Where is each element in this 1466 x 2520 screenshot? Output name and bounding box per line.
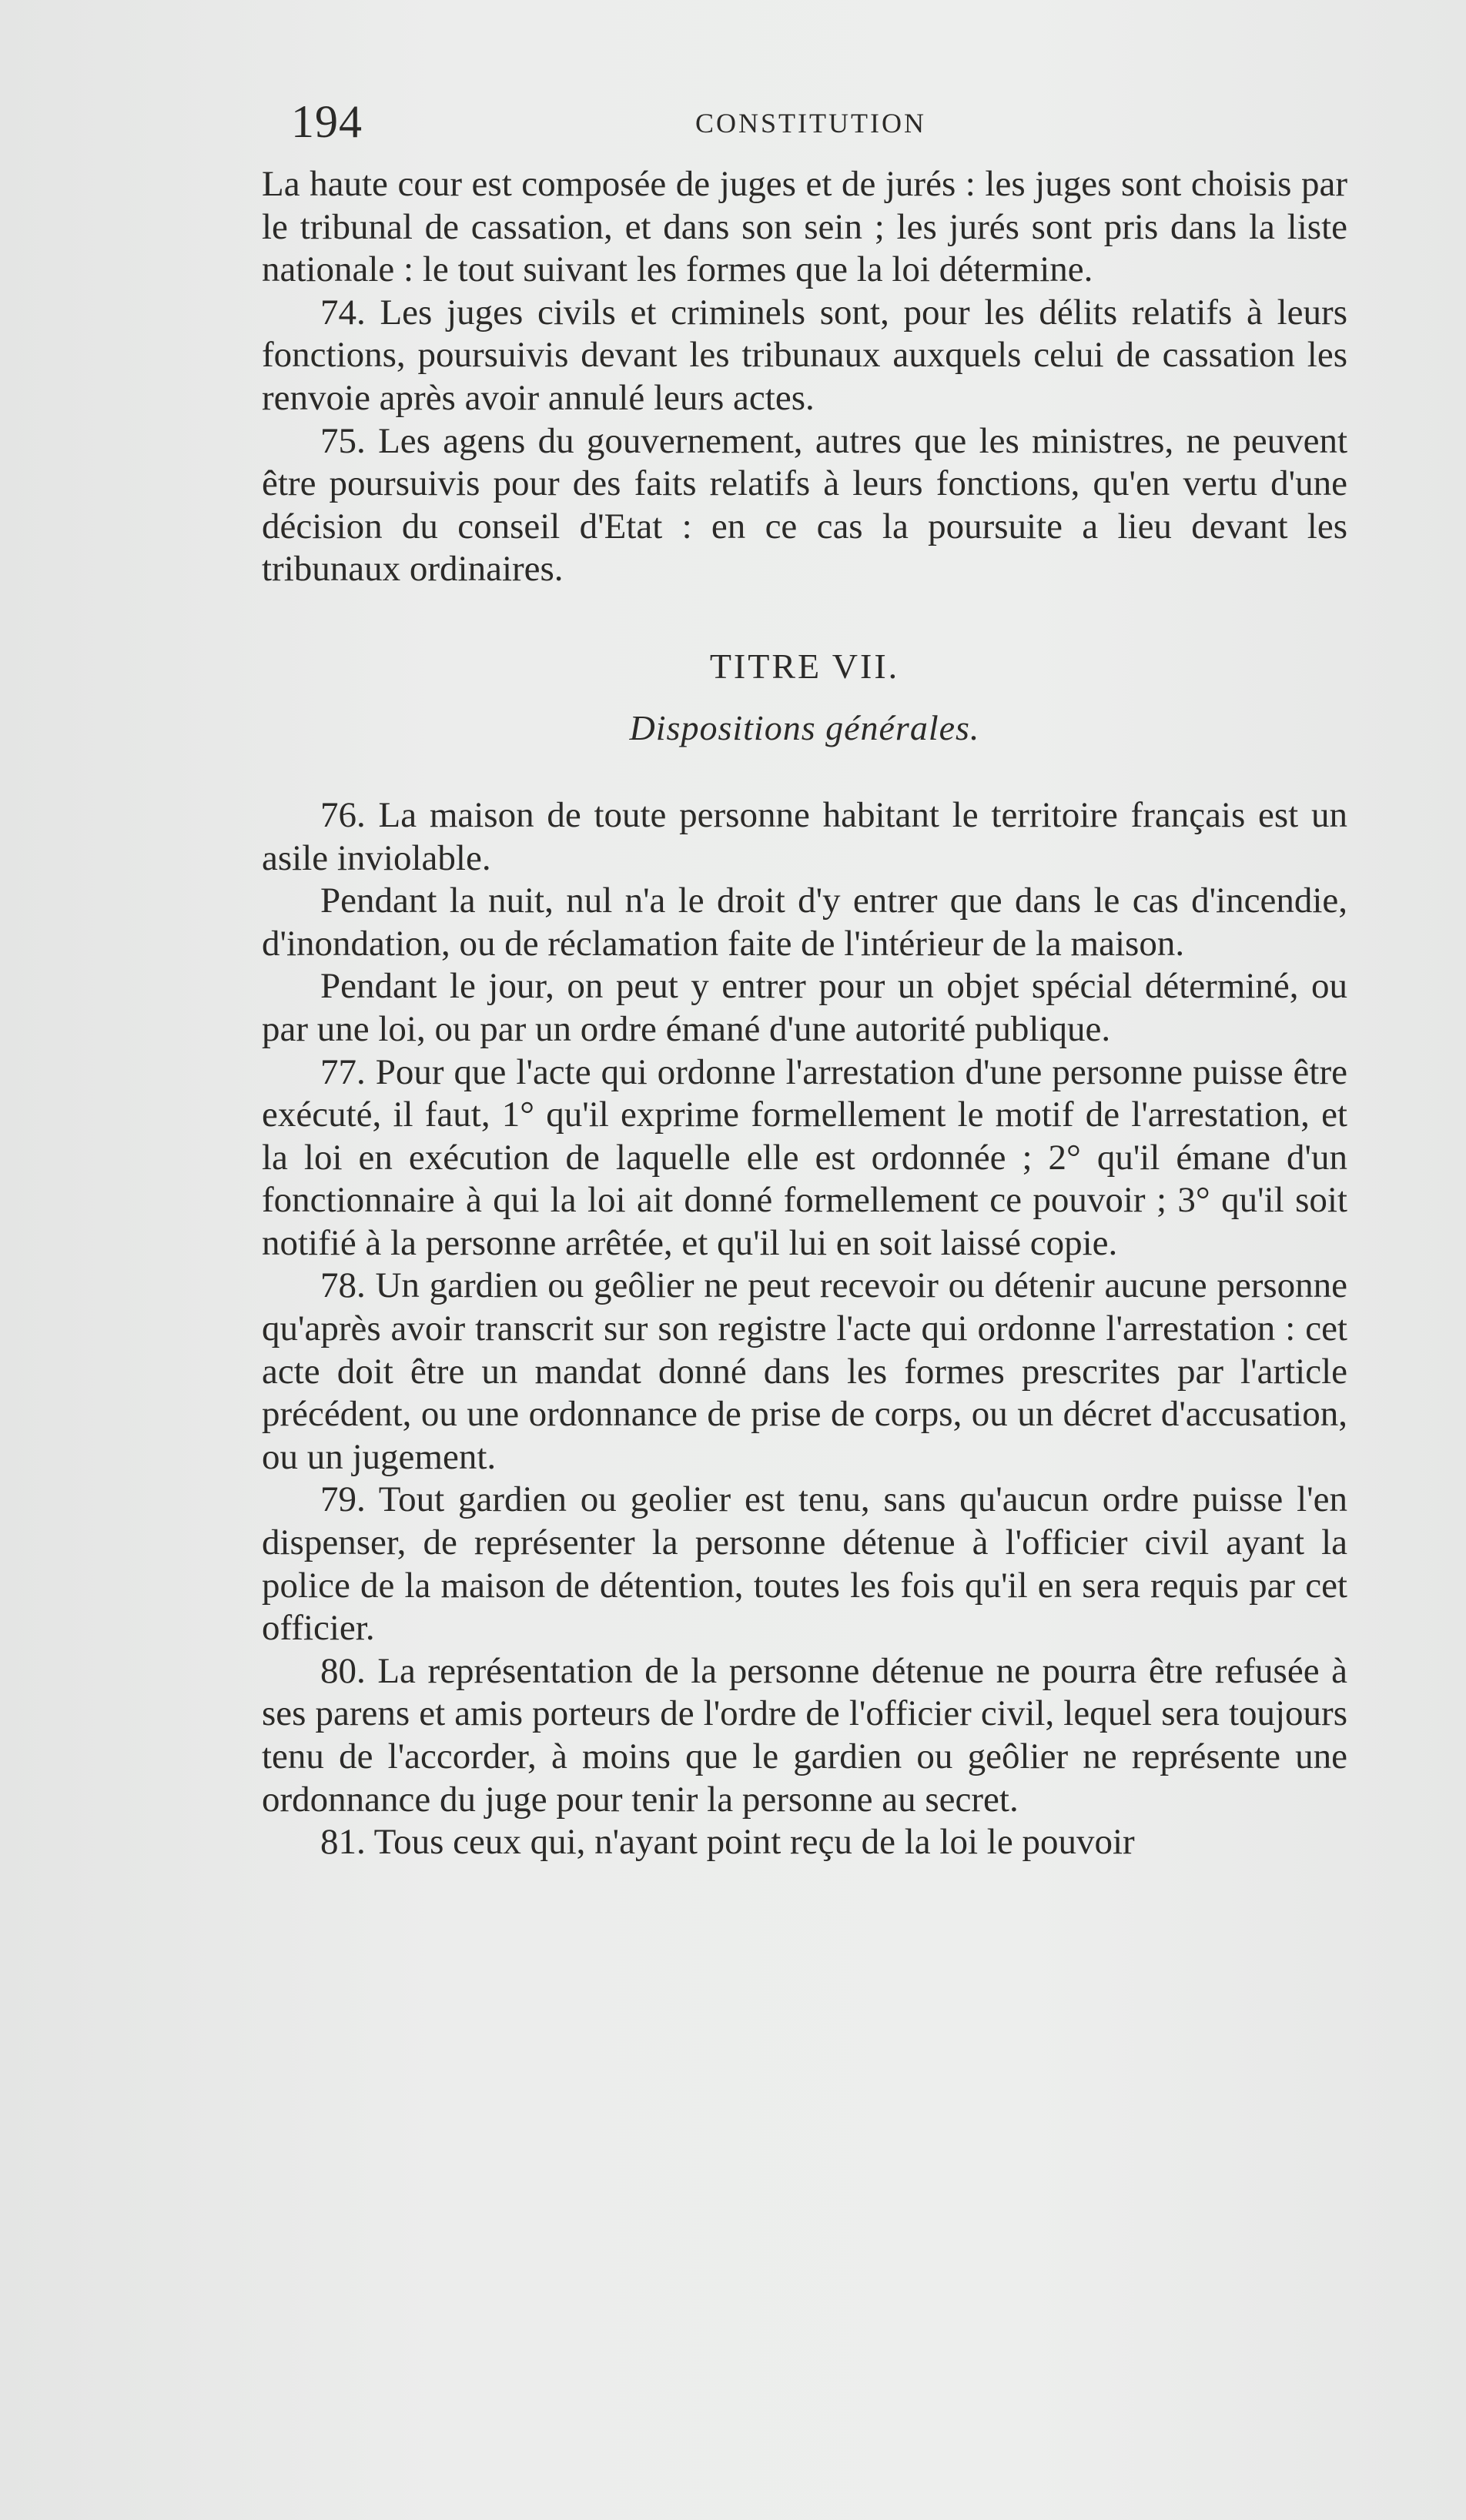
page-header: [291, 91, 1138, 152]
article-76: 76. La maison de toute personne habitant le territoire français est un asile inviolable.: [262, 794, 1347, 878]
page-number: 194: [291, 96, 363, 147]
article-74: 74. Les juges civils et criminels sont, pour les délits relatifs à leurs fonctions, poursuivis devant les tribunaux auxquels celui de cassation les renvoie après avoir annulé leurs actes.: [262, 292, 1347, 418]
section-subtitle: Dispositions générales.: [629, 707, 980, 747]
paragraph-continued: La haute cour est composée de juges et de jurés : les juges sont choisis par le tribunal de cassation, et dans son sein ; les jurés sont pris dans la liste nationale : le tout suivant les formes que la loi détermine.: [262, 164, 1347, 290]
section-title: TITRE VII.: [709, 646, 900, 686]
article-78: 78. Un gardien ou geôlier ne peut recevoir ou détenir aucune personne qu'après avoir transcrit sur son registre l'acte qui ordonne l'arrestation : cet acte doit être un mandat donné dans les formes prescrites par l'article précédent, ou une ordonnance de prise de corps, ou un décret d'accusation, ou un jugement.: [262, 1265, 1347, 1477]
article-77: 77. Pour que l'acte qui ordonne l'arrestation d'une personne puisse être exécuté, il faut, 1° qu'il exprime formellement le motif de l'arrestation, et la loi en exécution de laquelle elle est ordonnée ; 2° qu'il émane d'un fonctionnaire à qui la loi ait donné formellement ce pouvoir ; 3° qu'il soit notifié à la personne arrêtée, et qu'il lui en soit laissé copie.: [262, 1051, 1347, 1263]
running-title: CONSTITUTION: [695, 108, 926, 139]
page-body: [262, 163, 1347, 1864]
article-76-night: Pendant la nuit, nul n'a le droit d'y entrer que dans le cas d'incendie, d'inondation, ou de réclamation faite de l'intérieur de la maison.: [262, 881, 1347, 964]
article-75: 75. Les agens du gouvernement, autres que les ministres, ne peuvent être poursuivis pour des faits relatifs à leurs fonctions, qu'en vertu d'une décision du conseil d'Etat : en ce cas la poursuite a lieu devant les tribunaux ordinaires.: [262, 420, 1347, 590]
article-79: 79. Tout gardien ou geolier est tenu, sans qu'aucun ordre puisse l'en dispenser, de représenter la personne détenue à l'officier civil ayant la police de la maison de détention, toutes les fois qu'il en sera requis par cet officier.: [262, 1479, 1347, 1649]
article-76-day: Pendant le jour, on peut y entrer pour un objet spécial déterminé, ou par une loi, ou par un ordre émané d'une autorité publique.: [262, 966, 1347, 1049]
article-80: 80. La représentation de la personne détenue ne pourra être refusée à ses parens et amis porteurs de l'ordre de l'officier civil, lequel sera toujours tenu de l'accorder, à moins que le gardien ou geôlier ne représente une ordonnance du juge pour tenir la personne au secret.: [262, 1650, 1347, 1820]
article-81: 81. Tous ceux qui, n'ayant point reçu de la loi le pouvoir: [320, 1822, 1135, 1863]
